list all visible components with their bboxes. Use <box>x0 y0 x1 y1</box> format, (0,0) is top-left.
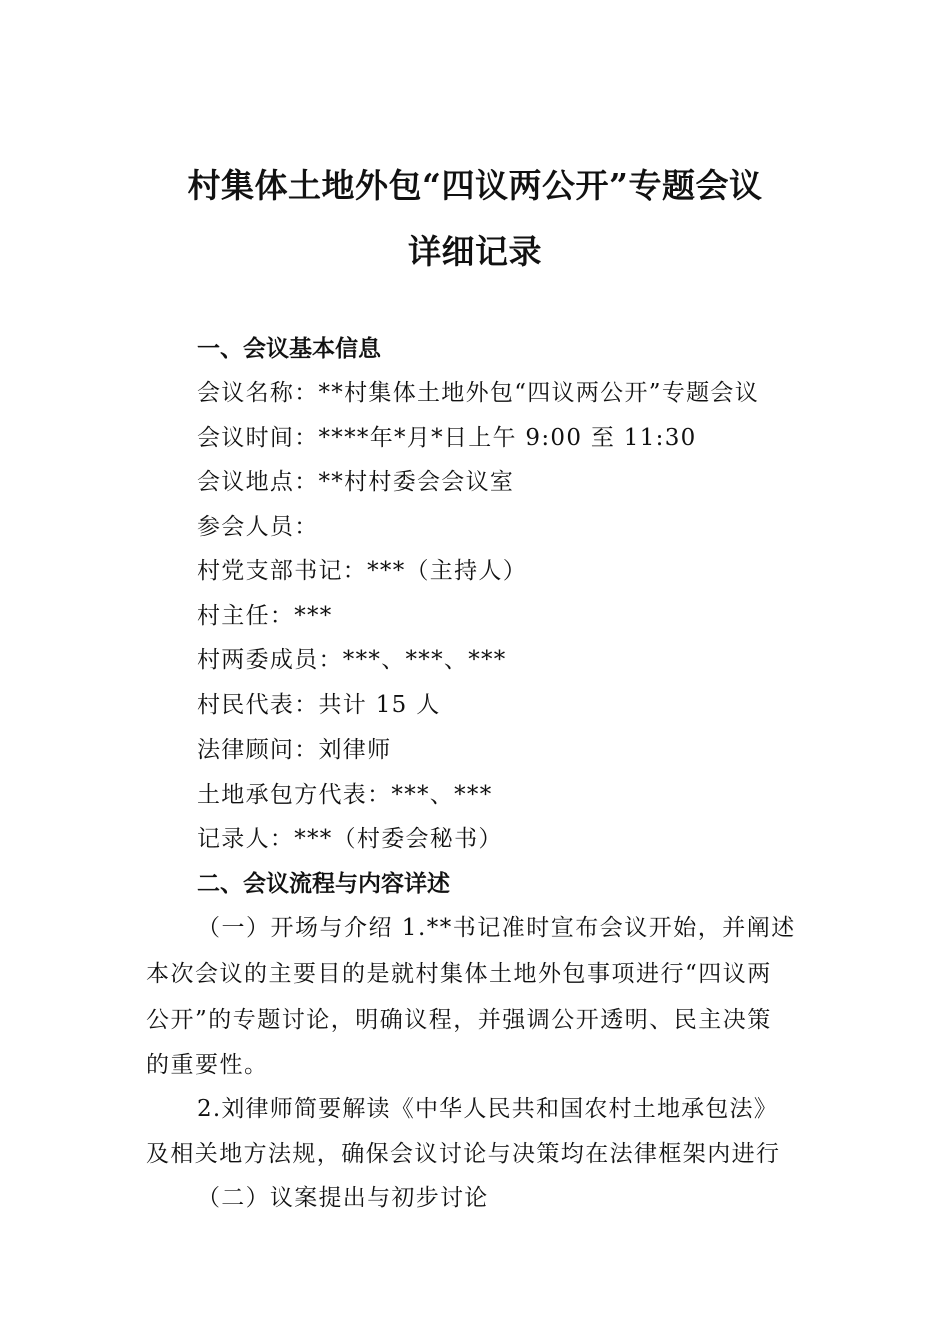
attendee-village-head: 村主任：*** <box>197 603 333 629</box>
meeting-name: 会议名称：**村集体土地外包“四议两公开”专题会议 <box>197 380 760 406</box>
meeting-location: 会议地点：**村村委会会议室 <box>197 469 515 495</box>
paragraph2-line: 及相关地方法规，确保会议讨论与决策均在法律框架内进行 <box>146 1141 781 1167</box>
attendee-recorder: 记录人：***（村委会秘书） <box>197 826 503 852</box>
section2-heading: 二、会议流程与内容详述 <box>197 871 450 897</box>
document-title-line2: 详细记录 <box>408 232 542 271</box>
attendee-committee-members: 村两委成员：***、***、*** <box>197 647 507 673</box>
attendee-villager-reps: 村民代表：共计 15 人 <box>197 692 441 718</box>
paragraph1-line: （一）开场与介绍 1.**书记准时宣布会议开始，并阐述 <box>197 915 796 941</box>
section1-heading: 一、会议基本信息 <box>197 336 381 362</box>
meeting-time: 会议时间：****年*月*日上午 9:00 至 11:30 <box>197 425 697 451</box>
paragraph2-line: 2.刘律师简要解读《中华人民共和国农村土地承包法》 <box>197 1096 778 1122</box>
attendee-contractor-reps: 土地承包方代表：***、*** <box>197 782 493 808</box>
attendees-label: 参会人员： <box>197 514 319 540</box>
paragraph1-line: 的重要性。 <box>146 1052 269 1078</box>
subsection2-heading: （二）议案提出与初步讨论 <box>197 1185 489 1211</box>
attendee-party-secretary: 村党支部书记：***（主持人） <box>197 558 527 584</box>
paragraph1-line: 本次会议的主要目的是就村集体土地外包事项进行“四议两 <box>146 961 772 987</box>
attendee-legal-advisor: 法律顾问：刘律师 <box>197 737 392 763</box>
paragraph1-line: 公开”的专题讨论，明确议程，并强调公开透明、民主决策 <box>146 1007 772 1033</box>
document-title-line1: 村集体土地外包“四议两公开”专题会议 <box>187 166 763 205</box>
